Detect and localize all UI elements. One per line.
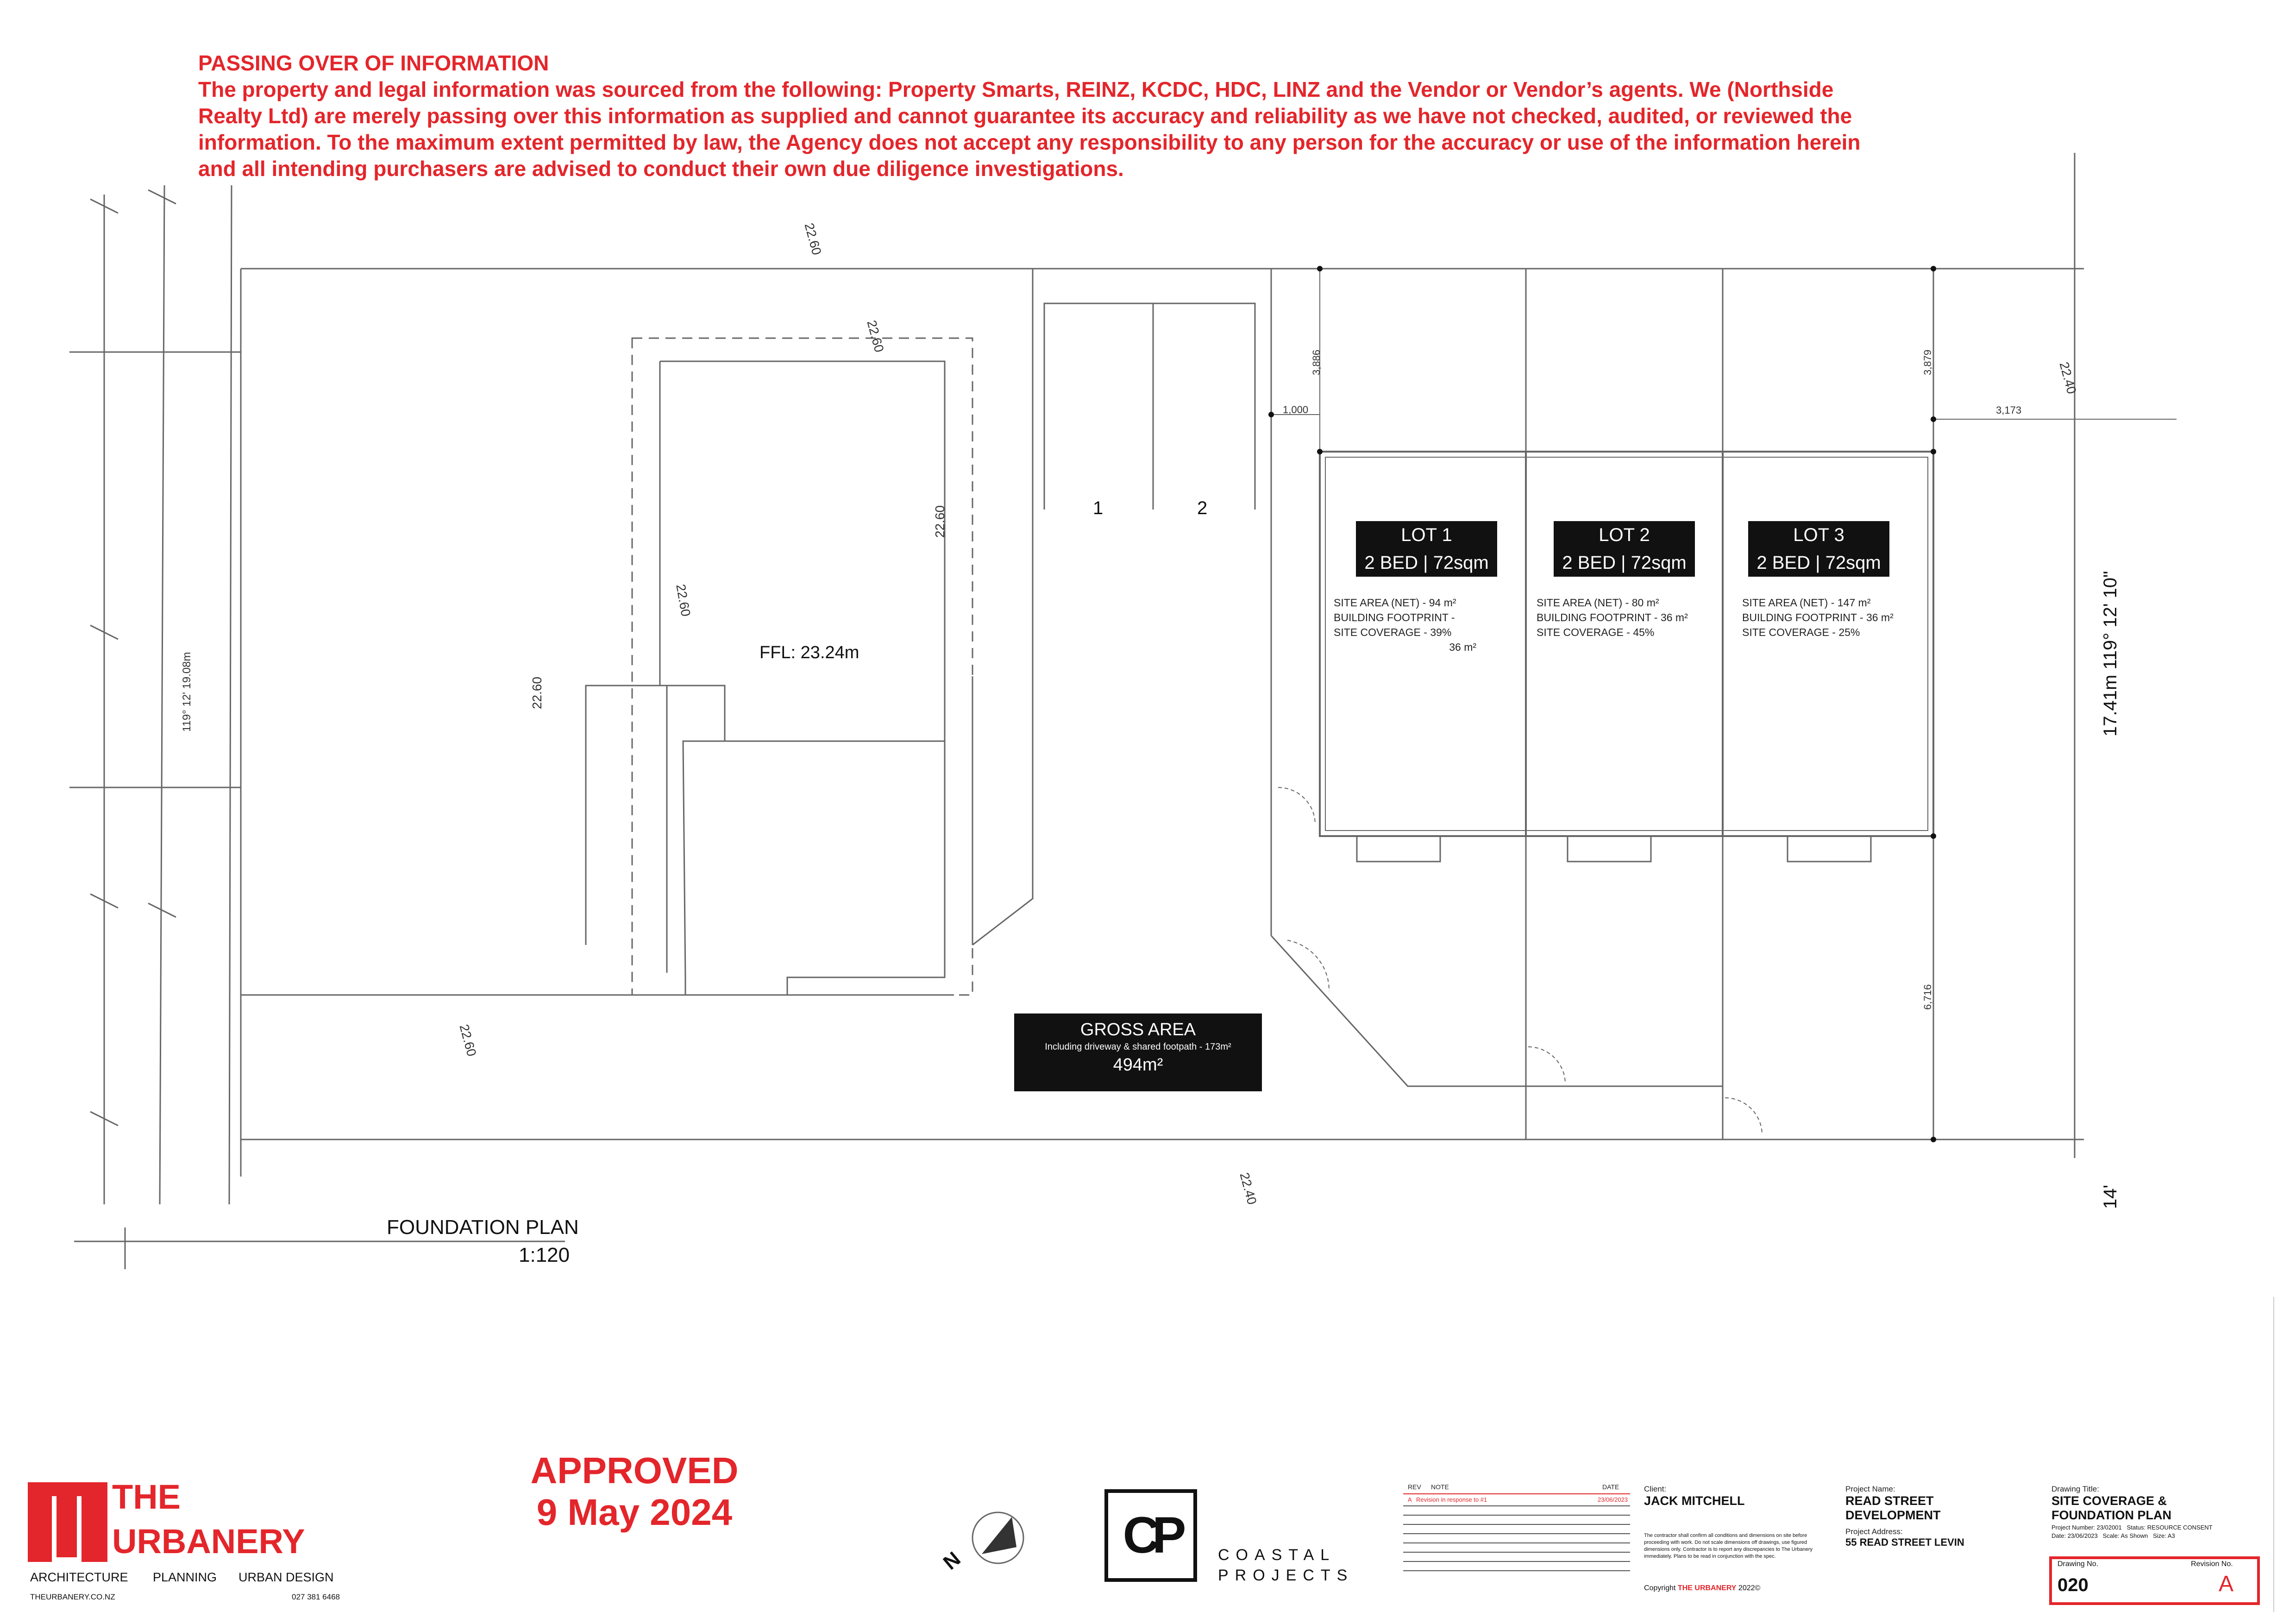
stat-value: 147 m² — [1837, 597, 1871, 609]
stat-value: 45% — [1633, 626, 1655, 638]
stat-label: SITE COVERAGE - — [1742, 626, 1836, 638]
note-header: NOTE — [1431, 1483, 1449, 1491]
urbanery-tag: URBAN DESIGN — [238, 1570, 334, 1584]
copyright-name: THE URBANERY — [1677, 1584, 1737, 1592]
lot-2-stats — [1537, 595, 1688, 640]
gross-area-title: GROSS AREA — [1080, 1020, 1196, 1039]
contour-label: 22.60 — [802, 221, 824, 257]
contour-label: 22.60 — [864, 319, 887, 354]
stat-value: 94 m² — [1429, 597, 1456, 609]
revision-table — [1394, 1483, 1628, 1585]
stat-value: 36 m² — [1660, 611, 1688, 623]
lot-name: LOT 2 — [1599, 525, 1650, 545]
stat-label: SITE AREA (NET) - — [1742, 597, 1835, 609]
stat-value: 36 m² — [1866, 611, 1894, 623]
lot-label-box — [1356, 521, 1497, 577]
lot-label-box — [1748, 521, 1889, 577]
north-arrow-icon — [972, 1512, 1023, 1563]
project-block — [1845, 1485, 2040, 1548]
rev-header: REV — [1408, 1483, 1421, 1491]
drawing-title-line2: FOUNDATION PLAN — [2051, 1508, 2171, 1522]
urbanery-tag: ARCHITECTURE — [30, 1570, 128, 1584]
drawing-no-label: Drawing No. — [2058, 1560, 2099, 1568]
coastal-logo-mark: CP — [1104, 1489, 1197, 1582]
lot-1-stats — [1334, 595, 1476, 655]
contour-label: 22.60 — [457, 1023, 479, 1058]
ffl-label: FFL: 23.24m — [759, 643, 859, 662]
date-header: DATE — [1602, 1483, 1619, 1491]
bearing-right-small: 14' — [2100, 1184, 2120, 1209]
revision-no-label: Revision No. — [2191, 1560, 2233, 1568]
drawing-info-block — [2051, 1485, 2251, 1540]
coastal-line2: PROJECTS — [1218, 1567, 1354, 1584]
project-number: 23/02001 — [2096, 1524, 2122, 1531]
dimension-label: 6,716 — [1922, 984, 1933, 1010]
dimension-label: 3,173 — [1996, 404, 2022, 416]
disclaimer-line: Realty Ltd) are merely passing over this information as supplied and cannot guarantee its accuracy and reliability as we have not checked, audited, or reviewed the — [198, 104, 1852, 128]
copyright-label: Copyright — [1644, 1584, 1676, 1592]
disclaimer-line: The property and legal information was sourced from the following: Property Smarts, REINZ, KCDC, HDC, LINZ and the Vendor or Vendor’s agents. We (Northside — [198, 77, 1834, 101]
stat-label: BUILDING FOOTPRINT - — [1742, 611, 1863, 623]
drawing-title-line1: SITE COVERAGE & — [2051, 1494, 2167, 1508]
bearing-left: 119° 12' 19.08m — [181, 652, 193, 732]
lot-label-box — [1554, 521, 1695, 577]
size-value: A3 — [2167, 1532, 2175, 1539]
dimension-label: 3,879 — [1922, 349, 1933, 375]
lot-sub: 2 BED | 72sqm — [1562, 553, 1687, 573]
contour-label: 22.60 — [933, 505, 947, 538]
stat-label: BUILDING FOOTPRINT - — [1334, 611, 1455, 623]
stat-value: 36 m² — [1449, 641, 1477, 653]
lot-sub: 2 BED | 72sqm — [1757, 553, 1881, 573]
approval-stamp — [514, 1450, 755, 1533]
dimension-label: 1,000 — [1283, 404, 1309, 415]
urbanery-phone: 027 381 6468 — [292, 1593, 340, 1601]
gross-area-sub: Including driveway & shared footpath - 173m² — [1045, 1042, 1231, 1052]
revision-number: A — [2219, 1572, 2234, 1596]
project-number-label: Project Number: — [2051, 1524, 2095, 1531]
dimension-label: 3,886 — [1311, 349, 1322, 375]
stat-value: 80 m² — [1631, 597, 1659, 609]
rev-letter: A — [1408, 1496, 1412, 1503]
address-label: Project Address: — [1845, 1527, 1903, 1536]
project-name-line2: DEVELOPMENT — [1845, 1508, 1941, 1522]
scale-label: Scale: — [2102, 1532, 2120, 1539]
urbanery-tag: PLANNING — [153, 1570, 217, 1584]
urbanery-logo — [28, 1478, 352, 1612]
gross-area-value: 494m² — [1113, 1055, 1163, 1075]
coastal-logo-text — [1218, 1545, 1354, 1586]
stat-label: SITE COVERAGE - — [1537, 626, 1630, 638]
copyright-year: 2022© — [1738, 1584, 1761, 1592]
urbanery-logo-mark — [28, 1482, 107, 1562]
disclaimer-line: and all intending purchasers are advised to conduct their own due diligence investigations. — [198, 157, 1124, 181]
lot-3 — [1748, 521, 1889, 577]
bearing-right: 17.41m 119° 12' 10" — [2100, 571, 2120, 736]
urbanery-name-line1: THE — [112, 1478, 181, 1516]
stat-label: SITE AREA (NET) - — [1334, 597, 1426, 609]
stat-value: 25% — [1838, 626, 1860, 638]
client-label: Client: — [1644, 1485, 1667, 1493]
drawing-number: 020 — [2058, 1575, 2089, 1595]
rev-note: Revision in response to #1 — [1416, 1496, 1487, 1503]
lot-name: LOT 3 — [1793, 525, 1844, 545]
drawing-number-box — [2049, 1556, 2260, 1605]
approval-date: 9 May 2024 — [536, 1492, 733, 1533]
project-name-line1: READ STREET — [1845, 1494, 1934, 1508]
status-value: RESOURCE CONSENT — [2147, 1524, 2213, 1531]
copyright — [1644, 1584, 1848, 1593]
lot-2 — [1554, 521, 1695, 577]
approval-line: APPROVED — [530, 1450, 739, 1491]
client-block — [1644, 1485, 1848, 1593]
contour-label: 22.40 — [1237, 1171, 1260, 1206]
urbanery-name-line2: URBANERY — [112, 1522, 305, 1561]
north-label: N — [939, 1547, 965, 1574]
rev-date: 23/06/2023 — [1598, 1496, 1628, 1503]
plan-title: FOUNDATION PLAN — [387, 1216, 579, 1239]
stat-label: BUILDING FOOTPRINT - — [1537, 611, 1658, 623]
client-name: JACK MITCHELL — [1644, 1494, 1745, 1508]
date-label: Date: — [2051, 1532, 2066, 1539]
plan-scale: 1:120 — [519, 1244, 570, 1266]
size-label: Size: — [2153, 1532, 2166, 1539]
project-label: Project Name: — [1845, 1485, 1895, 1493]
stat-label: SITE COVERAGE - — [1334, 626, 1427, 638]
stat-label: SITE AREA (NET) - — [1537, 597, 1629, 609]
disclaimer-line: information. To the maximum extent permitted by law, the Agency does not accept any responsibility to any person for the accuracy or use of the information herein — [198, 130, 1861, 154]
contour-label: 22.60 — [530, 676, 545, 710]
carpark-number: 2 — [1197, 498, 1208, 518]
lot-3-stats — [1742, 595, 1894, 640]
contour-label: 22.60 — [673, 583, 693, 618]
contour-label: 22.40 — [2057, 360, 2079, 396]
contractor-note: The contractor shall confirm all conditions and dimensions on site before proceeding with work. Do not scale dimensions off drawings, use figured dimensions only. Contractor is to report any discrepancies to The Urbanery immediately. Plans to be read in conjunction with the spec. — [1644, 1533, 1813, 1559]
disclaimer-heading: PASSING OVER OF INFORMATION — [198, 51, 549, 75]
lot-name: LOT 1 — [1401, 525, 1452, 545]
coastal-line1: COASTAL — [1218, 1546, 1336, 1564]
lot-sub: 2 BED | 72sqm — [1364, 553, 1489, 573]
lot-1 — [1356, 521, 1497, 577]
project-address: 55 READ STREET LEVIN — [1845, 1536, 1964, 1548]
status-label: Status: — [2127, 1524, 2146, 1531]
drawing-title-label: Drawing Title: — [2051, 1485, 2099, 1493]
date-value: 23/06/2023 — [2067, 1532, 2098, 1539]
urbanery-web: THEURBANERY.CO.NZ — [30, 1593, 115, 1601]
scale-value: As Shown — [2120, 1532, 2148, 1539]
carpark-number: 1 — [1093, 498, 1104, 518]
gross-area-box — [1014, 1013, 1262, 1091]
stat-value: 39% — [1430, 626, 1452, 638]
